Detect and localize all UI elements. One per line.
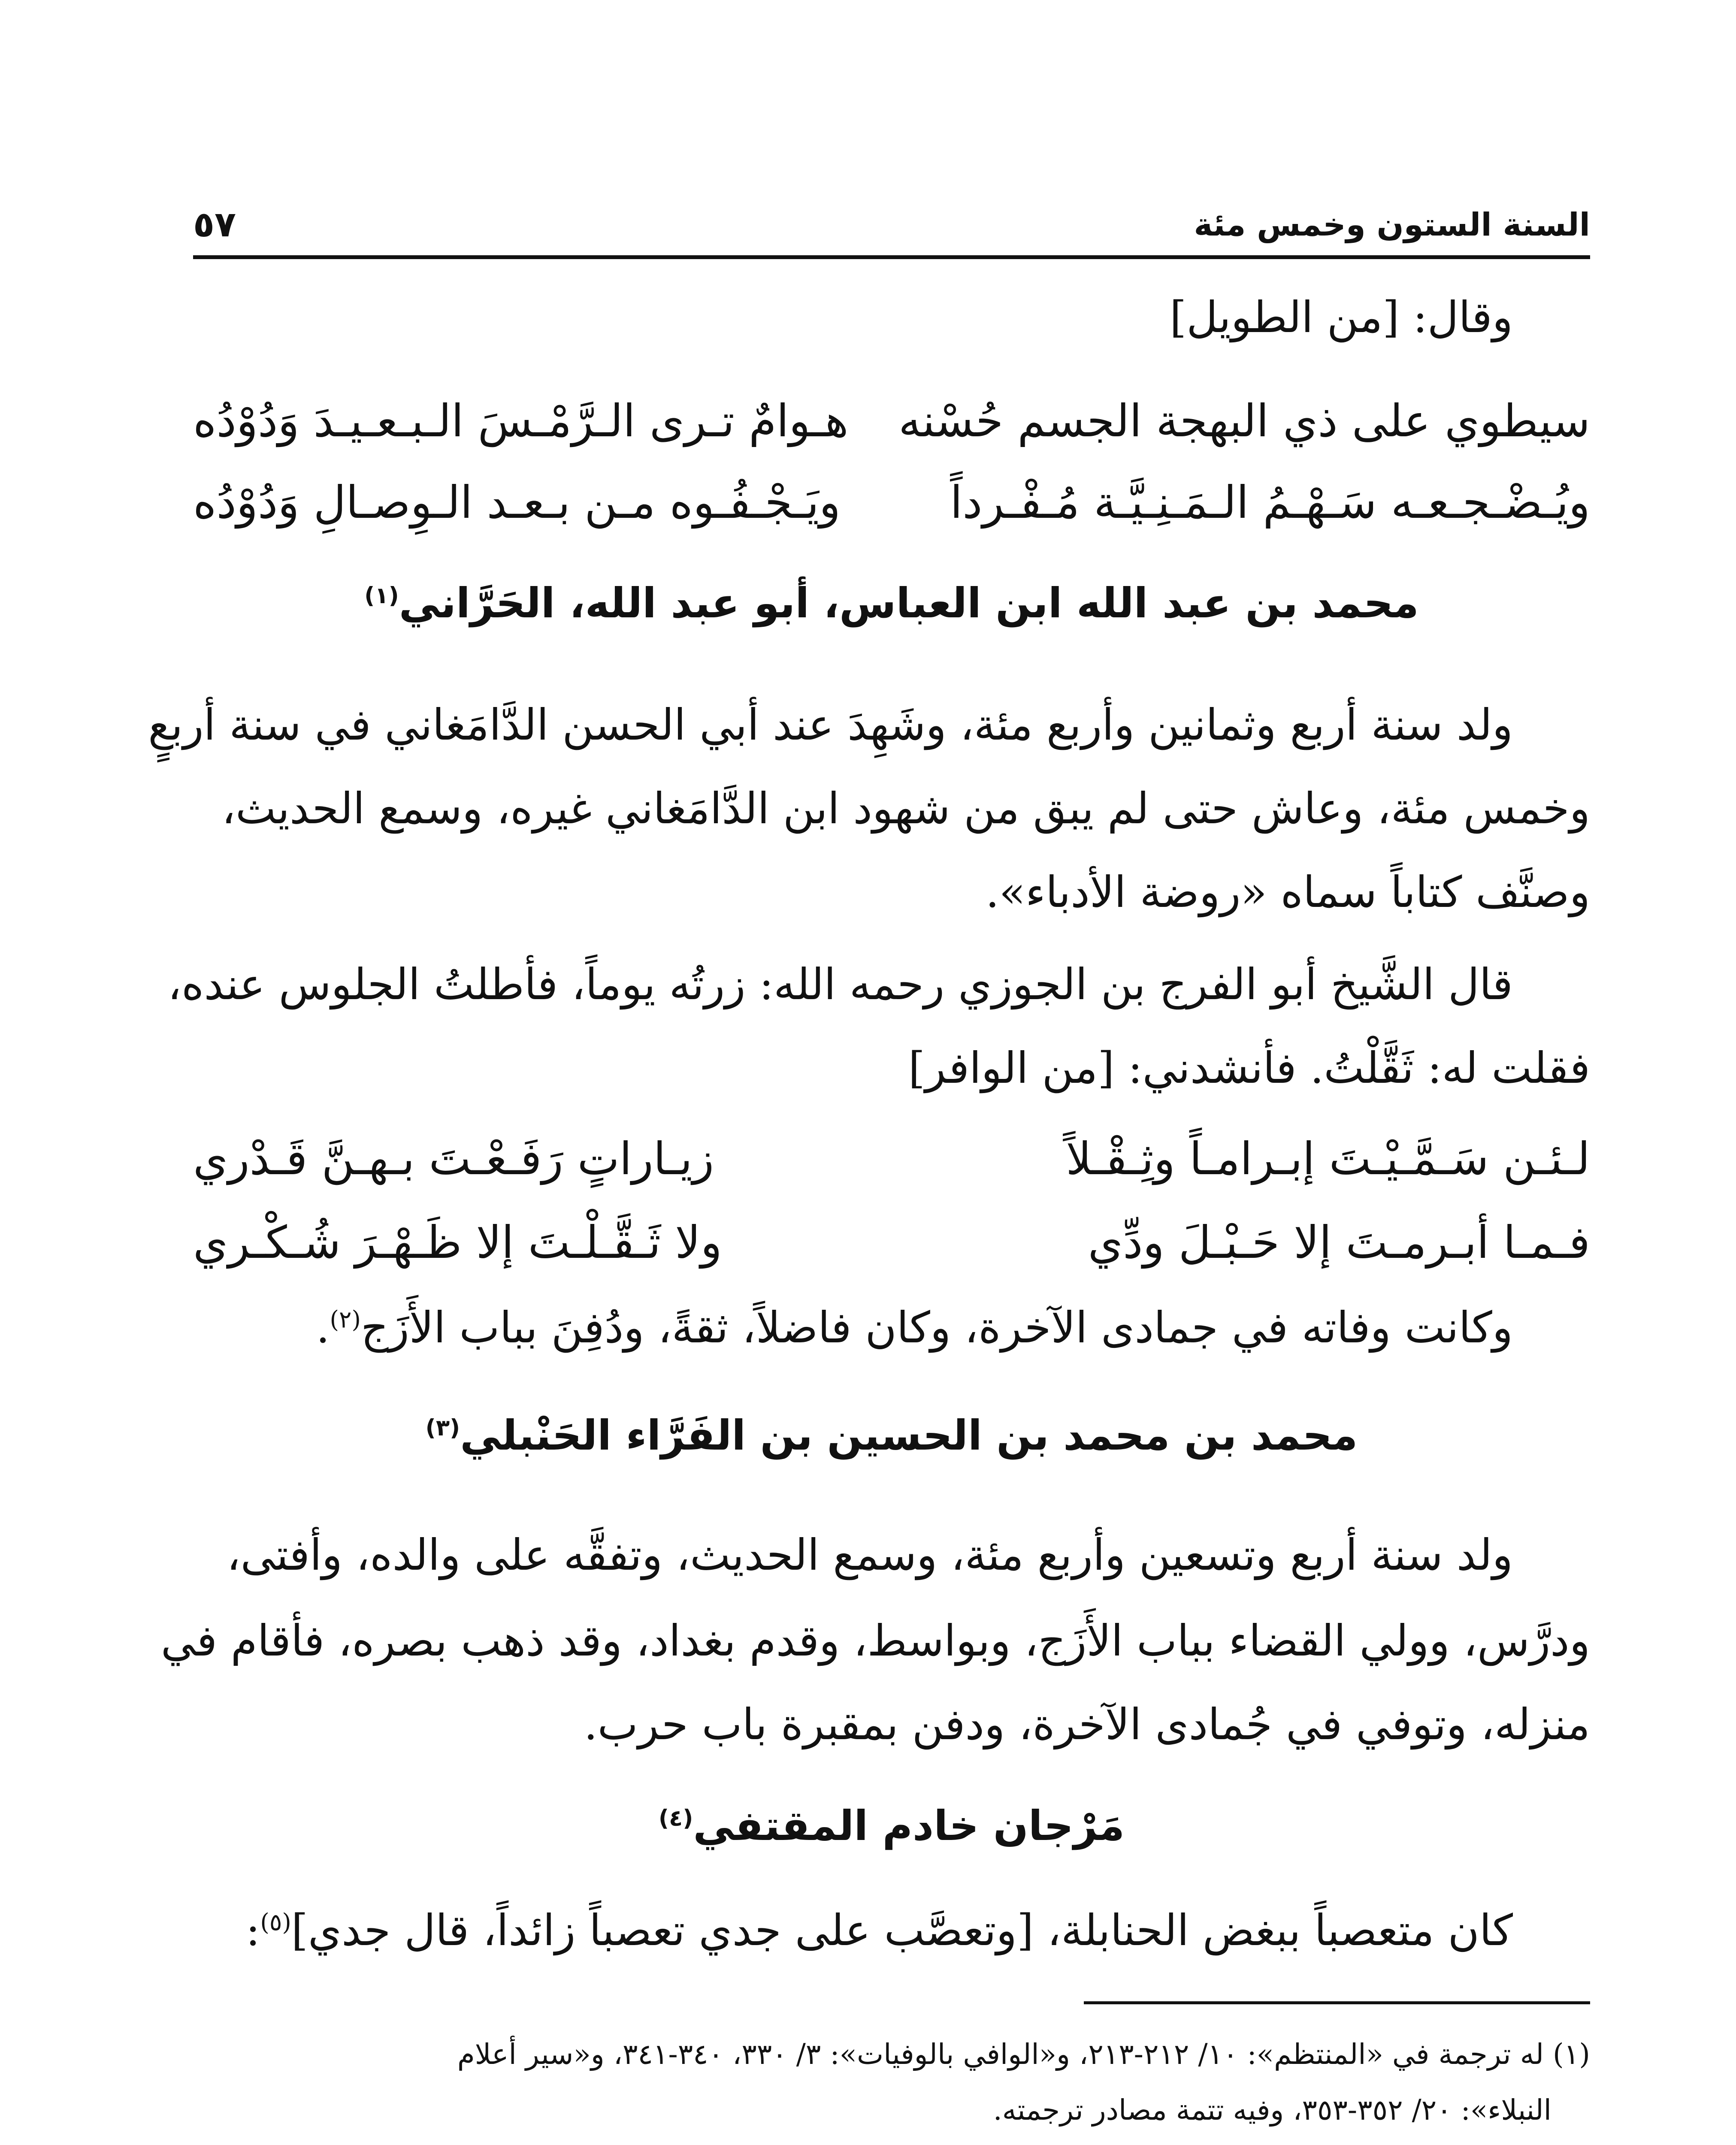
footnote-ref: (١) [364, 583, 399, 609]
poem-intro: وقال: [من الطويل] [1170, 292, 1513, 342]
paragraph-line: ولد سنة أربع وثمانين وأربع مئة، وشَهِدَ عند أبي الحسن الدَّامَغاني في سنة أربعٍ [148, 700, 1513, 750]
footnote-ref: (٣) [425, 1415, 460, 1441]
verse-first-hemistich: سيطوي على ذي البهجة الجسم حُسْنه [898, 395, 1590, 447]
paragraph-line: فقلت له: ثَقَّلْتُ. فأنشدني: [من الوافر] [908, 1043, 1590, 1093]
paragraph-line: وخمس مئة، وعاش حتى لم يبق من شهود ابن الدَّامَغاني غيره، وسمع الحديث، [221, 783, 1590, 834]
verse-first-hemistich: لـئـن سَـمَّـيْـتَ إبـرامـاً وثِـقْـلاً [1066, 1133, 1590, 1185]
paragraph-line: قال الشَّيخ أبو الفرج بن الجوزي رحمه الله: زرتُه يوماً، فأطلتُ الجلوس عنده، [167, 959, 1513, 1009]
footnote: النبلاء»: ٢٠/ ٣٥٢-٣٥٣، وفيه تتمة مصادر ترجمته. [993, 2094, 1552, 2127]
footnote-ref: (٤) [658, 1805, 693, 1831]
page-number: ٥٧ [193, 204, 236, 245]
paragraph-line: وصنَّف كتاباً سماه «روضة الأدباء». [986, 867, 1590, 917]
running-title: السنة الستون وخمس مئة [1194, 206, 1590, 243]
biography-heading: مَرْجان خادم المقتفي$^{(٤)}$ [658, 1802, 1125, 1850]
biography-heading: محمد بن محمد بن الحسين بن الفَرَّاء الحَنْبلي$^{(٣)}$ [425, 1411, 1358, 1459]
verse-first-hemistich: فـمـا أبـرمـتَ إلا حَـبْـلَ ودِّي [1088, 1216, 1590, 1269]
verse-first-hemistich: ويُـضْـجـعـه سَـهْـمُ الـمَـنِـيَّـة مُـفْـرداً [950, 476, 1590, 529]
verse-second-hemistich: زيـاراتٍ رَفَـعْـتَ بـهـنَّ قَـدْري [193, 1133, 714, 1185]
verse-second-hemistich: ولا ثَـقَّـلْـتَ إلا ظَـهْـرَ شُـكْـري [193, 1216, 722, 1269]
paragraph-line: ولد سنة أربع وتسعين وأربع مئة، وسمع الحديث، وتفقَّه على والده، وأفتى، [227, 1530, 1513, 1580]
paragraph-line: كان متعصباً ببغض الحنابلة، [وتعصَّب على جدي تعصباً زائداً، قال جدي]$^{(٥)}$: [245, 1905, 1513, 1955]
footnote-ref: (٢) [330, 1305, 361, 1333]
footnote-ref: (٥) [260, 1908, 291, 1936]
verse-second-hemistich: ويَـجْـفُـوه مـن بـعـد الـوِصـالِ وَدُوْدُه [193, 476, 841, 529]
footnote-divider [1084, 2001, 1590, 2004]
paragraph-line: منزله، وتوفي في جُمادى الآخرة، ودفن بمقبرة باب حرب. [584, 1699, 1590, 1749]
paragraph-line: وكانت وفاته في جمادى الآخرة، وكان فاضلاً، ثقةً، ودُفِنَ بباب الأَزَج$^{(٢)}$. [316, 1302, 1513, 1353]
biography-heading: محمد بن عبد الله ابن العباس، أبو عبد الله، الحَرَّاني$^{(١)}$ [364, 579, 1419, 627]
footnote: (١) له ترجمة في «المنتظم»: ١٠/ ٢١٢-٢١٣، و«الوافي بالوفيات»: ٣/ ٣٣٠، ٣٤٠-٣٤١، و«سير أعلام [457, 2038, 1590, 2071]
paragraph-line: ودرَّس، وولي القضاء بباب الأَزَج، وبواسط، وقدم بغداد، وقد ذهب بصره، فأقام في [160, 1616, 1590, 1666]
verse-second-hemistich: هـوامٌ تـرى الـرَّمْـسَ الـبـعـيـدَ وَدُوْدُه [193, 395, 849, 447]
page-header [193, 180, 1590, 259]
